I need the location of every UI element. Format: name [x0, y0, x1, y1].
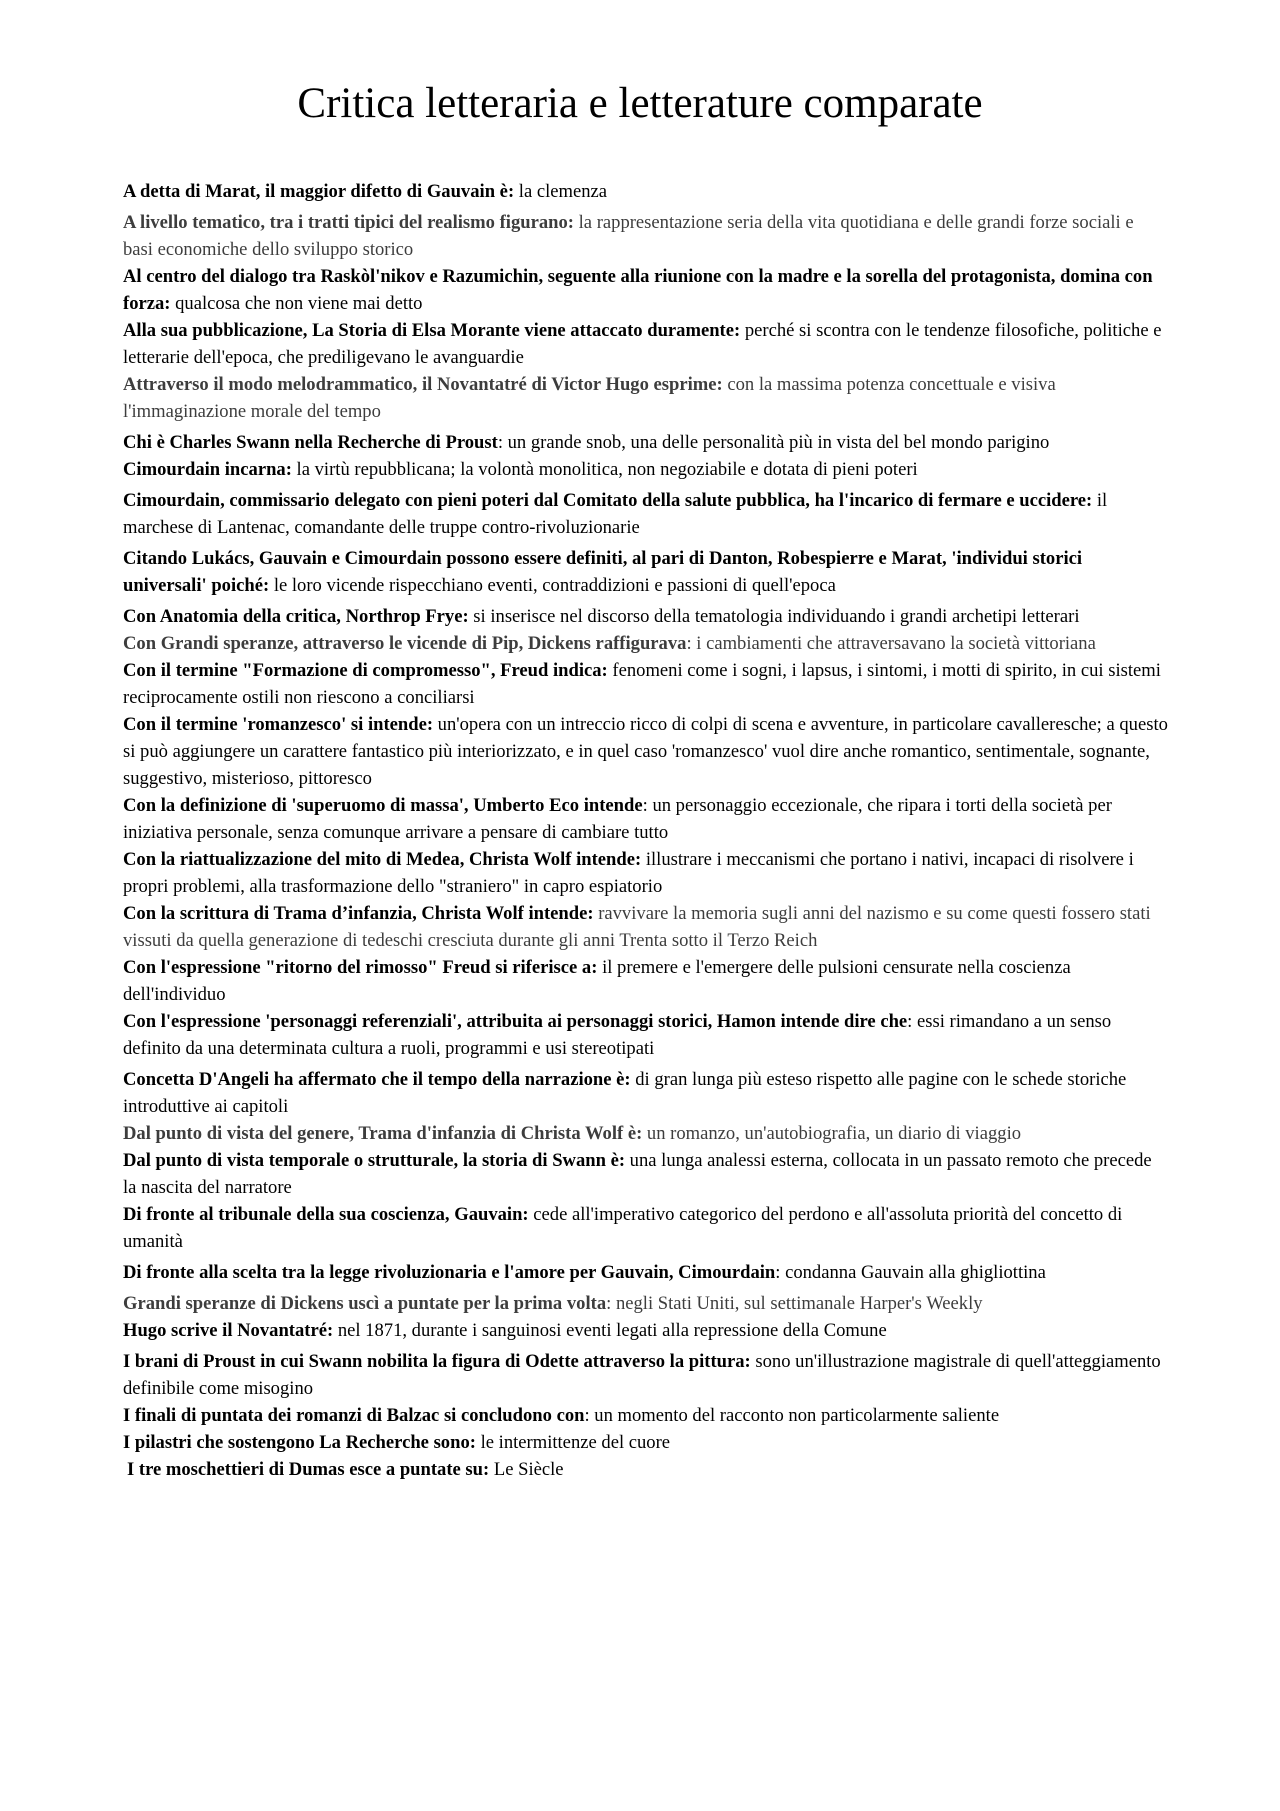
question-text: Con la riattualizzazione del mito di Medea, Christa Wolf intende:: [123, 849, 642, 870]
list-item: [123, 1201, 1168, 1255]
answer-text: un'opera con un intreccio ricco di colpi di scena e avventure, in particolare cavalleresche; a questo si può aggiungere un carattere fantastico più interiorizzato, e in quel caso 'romanzesco' vuol dire anche romantico, sentimentale, sognante, suggestivo, misterioso, pittoresco: [123, 714, 1168, 789]
list-item: [123, 1348, 1168, 1402]
list-item: [123, 1429, 1168, 1456]
answer-text: il premere e l'emergere delle pulsioni censurate nella coscienza dell'individuo: [123, 957, 1071, 1005]
list-item: [123, 792, 1168, 846]
question-text: Con la scrittura di Trama d’infanzia, Christa Wolf intende:: [123, 903, 594, 924]
answer-text: : un momento del racconto non particolarmente saliente: [584, 1405, 1000, 1426]
answer-text: un romanzo, un'autobiografia, un diario di viaggio: [642, 1123, 1022, 1144]
question-text: Di fronte alla scelta tra la legge rivoluzionaria e l'amore per Gauvain, Cimourdain: [123, 1262, 776, 1283]
list-item: [123, 209, 1168, 263]
list-item: [123, 178, 1168, 205]
answer-text: : un personaggio eccezionale, che ripara i torti della società per iniziativa personale, senza comunque arrivare a pensare di cambiare tutto: [123, 795, 1112, 843]
question-text: Citando Lukács, Gauvain e Cimourdain possono essere definiti, al pari di Danton, Robespierre e Marat, 'individui storici universali' poiché:: [123, 548, 1083, 596]
answer-text: sono un'illustrazione magistrale di quell'atteggiamento definibile come misogino: [123, 1351, 1161, 1399]
question-text: Con la definizione di 'superuomo di massa', Umberto Eco intende: [123, 795, 643, 816]
qa-list: [123, 178, 1168, 1483]
question-text: Alla sua pubblicazione, La Storia di Elsa Morante viene attaccato duramente:: [123, 320, 741, 341]
answer-text: la rappresentazione seria della vita quotidiana e delle grandi forze sociali e basi economiche dello sviluppo storico: [123, 212, 1134, 260]
answer-text: si inserisce nel discorso della tematologia individuando i grandi archetipi letterari: [468, 606, 1080, 627]
question-text: Attraverso il modo melodrammatico, il Novantatré di Victor Hugo esprime:: [123, 374, 723, 395]
answer-text: le intermittenze del cuore: [475, 1432, 671, 1453]
question-text: Al centro del dialogo tra Raskòl'nikov e Razumichin, seguente alla riunione con la madre e la sorella del protagonista, domina con forza:: [123, 266, 1153, 314]
question-text: I pilastri che sostengono La Recherche sono:: [123, 1432, 476, 1453]
answer-text: : condanna Gauvain alla ghigliottina: [775, 1262, 1046, 1283]
answer-text: la virtù repubblicana; la volontà monolitica, non negoziabile e dotata di pieni poteri: [291, 459, 918, 480]
question-text: Chi è Charles Swann nella Recherche di Proust: [123, 432, 498, 453]
list-item: [123, 456, 1168, 483]
question-text: Cimourdain incarna:: [123, 459, 292, 480]
answer-text: nel 1871, durante i sanguinosi eventi legati alla repressione della Comune: [333, 1320, 887, 1341]
page-title: Critica letteraria e letterature comparate: [297, 80, 983, 127]
question-text: Di fronte al tribunale della sua coscienza, Gauvain:: [123, 1204, 529, 1225]
question-text: Con Grandi speranze, attraverso le vicende di Pip, Dickens raffigurava: [123, 633, 687, 654]
answer-text: fenomeni come i sogni, i lapsus, i sintomi, i motti di spirito, in cui sistemi reciprocamente ostili non riescono a conciliarsi: [123, 660, 1161, 708]
question-text: Con l'espressione "ritorno del rimosso" Freud si riferisce a:: [123, 957, 598, 978]
answer-text: con la massima potenza concettuale e visiva l'immaginazione morale del tempo: [123, 374, 1056, 422]
answer-text: ravvivare la memoria sugli anni del nazismo e su come questi fossero stati vissuti da quella generazione di tedeschi cresciuta durante gli anni Trenta sotto il Terzo Reich: [123, 903, 1151, 951]
question-text: I tre moschettieri di Dumas esce a puntate su:: [127, 1459, 490, 1480]
list-item: [123, 1147, 1168, 1201]
question-text: Hugo scrive il Novantatré:: [123, 1320, 334, 1341]
question-text: Dal punto di vista temporale o strutturale, la storia di Swann è:: [123, 1150, 626, 1171]
list-item: [123, 1290, 1168, 1317]
list-item: [123, 1066, 1168, 1120]
list-item: [123, 1317, 1168, 1344]
list-item: [123, 954, 1168, 1008]
question-text: I finali di puntata dei romanzi di Balzac si concludono con: [123, 1405, 585, 1426]
answer-text: di gran lunga più esteso rispetto alle pagine con le schede storiche introduttive ai capitoli: [123, 1069, 1127, 1117]
list-item: [123, 603, 1168, 630]
list-item: [123, 711, 1168, 792]
question-text: Con il termine 'romanzesco' si intende:: [123, 714, 434, 735]
list-item: [123, 657, 1168, 711]
list-item: [123, 1008, 1168, 1062]
answer-text: il marchese di Lantenac, comandante delle truppe contro-rivoluzionarie: [123, 490, 1108, 538]
question-text: Dal punto di vista del genere, Trama d'infanzia di Christa Wolf è:: [123, 1123, 643, 1144]
answer-text: Le Siècle: [489, 1459, 564, 1480]
list-item: [123, 1402, 1168, 1429]
question-text: Con l'espressione 'personaggi referenziali', attribuita ai personaggi storici, Hamon intende dire che: [123, 1011, 908, 1032]
answer-text: illustrare i meccanismi che portano i nativi, incapaci di risolvere i propri problemi, alla trasformazione dello "straniero" in capro espiatorio: [123, 849, 1134, 897]
answer-text: la clemenza: [514, 181, 608, 202]
list-item: [123, 1259, 1168, 1286]
list-item: [123, 900, 1168, 954]
answer-text: : negli Stati Uniti, sul settimanale Harper's Weekly: [606, 1293, 983, 1314]
question-text: Con Anatomia della critica, Northrop Frye:: [123, 606, 469, 627]
list-item: [123, 630, 1168, 657]
answer-text: : i cambiamenti che attraversavano la società vittoriana: [686, 633, 1096, 654]
answer-text: una lunga analessi esterna, collocata in un passato remoto che precede la nascita del narratore: [123, 1150, 1152, 1198]
answer-text: le loro vicende rispecchiano eventi, contraddizioni e passioni di quell'epoca: [269, 575, 836, 596]
question-text: I brani di Proust in cui Swann nobilita la figura di Odette attraverso la pittura:: [123, 1351, 751, 1372]
list-item: [123, 263, 1168, 317]
answer-text: : essi rimandano a un senso definito da una determinata cultura a ruoli, programmi e usi stereotipati: [123, 1011, 1112, 1059]
list-item: [123, 545, 1168, 599]
list-item: [123, 371, 1168, 425]
list-item: [123, 429, 1168, 456]
answer-text: qualcosa che non viene mai detto: [170, 293, 423, 314]
question-text: Grandi speranze di Dickens uscì a puntate per la prima volta: [123, 1293, 607, 1314]
list-item: [123, 1456, 1168, 1483]
question-text: Concetta D'Angeli ha affermato che il tempo della narrazione è:: [123, 1069, 631, 1090]
list-item: [123, 487, 1168, 541]
answer-text: perché si scontra con le tendenze filosofiche, politiche e letterarie dell'epoca, che prediligevano le avanguardie: [123, 320, 1162, 368]
list-item: [123, 317, 1168, 371]
question-text: Cimourdain, commissario delegato con pieni poteri dal Comitato della salute pubblica, ha l'incarico di fermare e uccidere:: [123, 490, 1093, 511]
answer-text: : un grande snob, una delle personalità più in vista del bel mondo parigino: [497, 432, 1050, 453]
question-text: A detta di Marat, il maggior difetto di Gauvain è:: [123, 181, 515, 202]
list-item: [123, 1120, 1168, 1147]
question-text: Con il termine "Formazione di compromesso", Freud indica:: [123, 660, 608, 681]
question-text: A livello tematico, tra i tratti tipici del realismo figurano:: [123, 212, 574, 233]
answer-text: cede all'imperativo categorico del perdono e all'assoluta priorità del concetto di umanità: [123, 1204, 1123, 1252]
list-item: [123, 846, 1168, 900]
